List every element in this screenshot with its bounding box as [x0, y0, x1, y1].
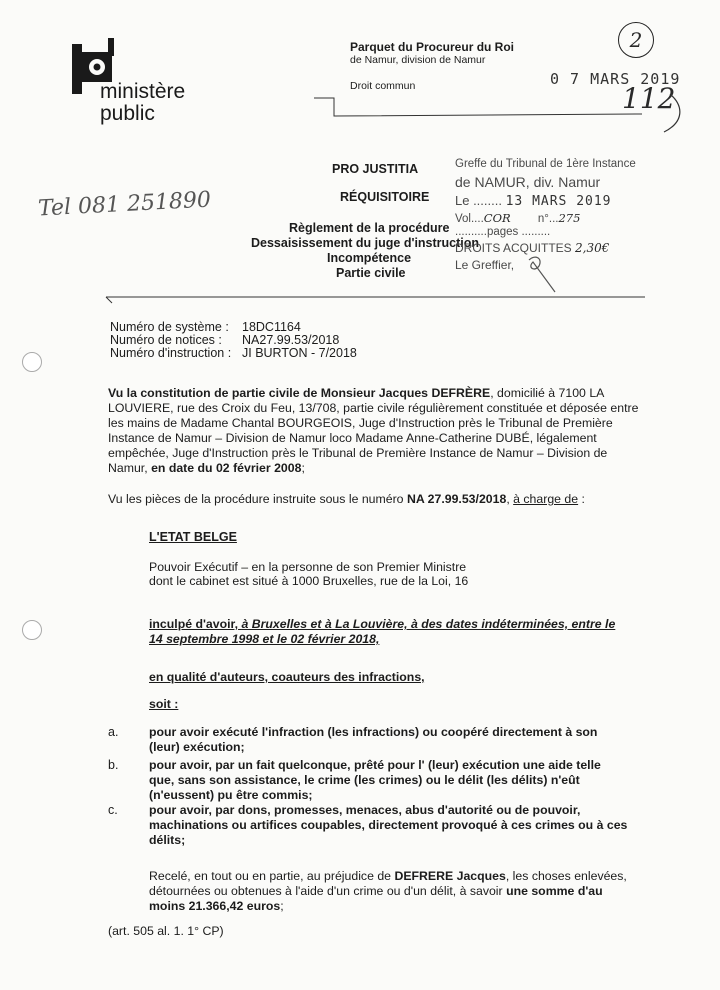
logo-line1: ministère [100, 80, 186, 103]
article-reference: (art. 505 al. 1. 1° CP) [108, 924, 224, 938]
para2-prefix: Vu les pièces de la procédure instruite sous le numéro [108, 492, 404, 506]
title-line2: Dessaisissement du juge d'instruction [251, 236, 480, 250]
inculpe-statement [149, 617, 629, 647]
droit-commun: Droit commun [350, 80, 416, 92]
paragraph-constitution [108, 386, 640, 476]
inculpe-prefix: inculpé d'avoir, [149, 617, 239, 631]
ref-instruction-label: Numéro d'instruction : [110, 346, 232, 360]
para1-bold-end: en date du 02 février 2008 [151, 461, 302, 475]
greffe-line2: de NAMUR, div. Namur [455, 174, 601, 190]
handwritten-phone: Tel 081 251890 [37, 187, 212, 222]
greffe-vol-row [455, 211, 580, 225]
recele-name: DEFRERE Jacques [394, 869, 506, 883]
punch-hole [22, 620, 42, 640]
logo-line2: public [100, 102, 155, 125]
paragraph-pieces [108, 492, 640, 507]
circled-number-value: 2 [629, 28, 643, 52]
greffe-droits-hand: 2,30€ [575, 241, 610, 255]
para1-bold-start: Vu la constitution de partie civile de Monsieur Jacques DEFRÈRE [108, 386, 491, 400]
requisitoire: RÉQUISITOIRE [340, 190, 430, 204]
recele-p1: Recelé, en tout ou en partie, au préjudice de [149, 869, 392, 883]
greffe-le: Le ........ [455, 193, 502, 208]
greffe-droits: DROITS ACQUITTES [455, 241, 572, 255]
ref-system-value: 18DC1164 [242, 320, 301, 334]
greffe-vol: Vol.... [455, 213, 484, 225]
para2-number: NA 27.99.53/2018 [406, 492, 507, 506]
received-date-stamp: 0 7 MARS 2019 [550, 70, 681, 88]
ref-notices-label: Numéro de notices : [110, 333, 222, 347]
recele-p2: , les choses enlevées, détournées ou obtenues à l'aide d'un crime ou d'un délit, à savoir [149, 869, 627, 898]
recele-tail: ; [280, 899, 284, 913]
recele-amount: une somme d'au moins 21.366,42 euros [149, 884, 603, 913]
accused-line1: Pouvoir Exécutif – en la personne de son Premier Ministre [149, 560, 467, 574]
greffe-pages: ..........pages ......... [455, 226, 551, 238]
accused-name: L'ETAT BELGE [149, 530, 237, 544]
ref-notices-value: NA27.99.53/2018 [242, 333, 340, 347]
office-subtitle: de Namur, division de Namur [350, 54, 486, 66]
para1-tail: ; [301, 461, 305, 475]
greffe-no: n°... [537, 213, 559, 225]
greffe-line1: Greffe du Tribunal de 1ère Instance [455, 158, 636, 170]
section-separator [100, 290, 645, 304]
qualite-statement: en qualité d'auteurs, coauteurs des infractions, [149, 670, 425, 684]
item-a-letter: a. [108, 725, 119, 739]
header-rule [312, 94, 692, 134]
item-b-text: pour avoir, par un fait quelconque, prêté pour l' (leur) exécution une aide telle que, sans son assistance, le crime (les crimes) ou le délit (les délits) n'eût (n'eussent) pu être commis; [149, 758, 601, 802]
handwritten-folio: 112 [622, 82, 676, 115]
title-line3: Incompétence [327, 251, 412, 265]
circled-number [618, 22, 654, 58]
item-b-letter: b. [108, 758, 119, 772]
item-c-text: pour avoir, par dons, promesses, menaces, abus d'autorité ou de pouvoir, machinations ou artifices coupables, directement provoqué à ces crimes ou à ces délits; [149, 803, 628, 847]
item-a-text: pour avoir exécuté l'infraction (les infractions) ou coopéré directement à son (leur) exécution; [149, 725, 598, 754]
item-c-letter: c. [108, 803, 118, 817]
greffe-greffier: Le Greffier, [455, 258, 515, 272]
greffier-signature [515, 250, 565, 295]
greffe-date-row [455, 193, 612, 209]
paragraph-recele [149, 869, 629, 914]
ministere-public-logo [72, 38, 222, 128]
office-name: Parquet du Procureur du Roi [350, 40, 515, 54]
para1-rest: , domicilié à 7100 LA LOUVIERE, rue des Croix du Feu, 13/708, partie civile régulièrement constituée et déposée entre les mains de Madame Chantal BOURGEOIS, Juge d'Instruction près le Tribunal de Première Instance de Namur – Division de Namur loco Madame Anne-Catherine DUBÉ, légalement empêchée, Juge d'Instruction près le Tribunal de Première Instance de Namur – Division de Namur, [108, 386, 639, 475]
punch-hole [22, 352, 42, 372]
greffe-date: 13 MARS 2019 [505, 194, 612, 209]
title-line1: Règlement de la procédure [289, 221, 450, 235]
pro-justitia: PRO JUSTITIA [332, 162, 419, 176]
soit-label: soit : [149, 697, 179, 711]
greffe-no-hand: 275 [558, 211, 581, 225]
ref-system-label: Numéro de système : [110, 320, 229, 334]
inculpe-details: à Bruxelles et à La Louvière, à des dates indéterminées, entre le 14 septembre 1998 et le 02 février 2018, [149, 617, 616, 646]
para2-charge: à charge de [513, 492, 579, 506]
para2-tail: : [578, 492, 585, 506]
title-line4: Partie civile [336, 266, 406, 280]
greffe-vol-hand: COR [483, 211, 511, 225]
ref-instruction-value: JI BURTON - 7/2018 [242, 346, 357, 360]
para2-sep: , [506, 492, 510, 506]
accused-line2: dont le cabinet est situé à 1000 Bruxelles, rue de la Loi, 16 [149, 574, 469, 588]
